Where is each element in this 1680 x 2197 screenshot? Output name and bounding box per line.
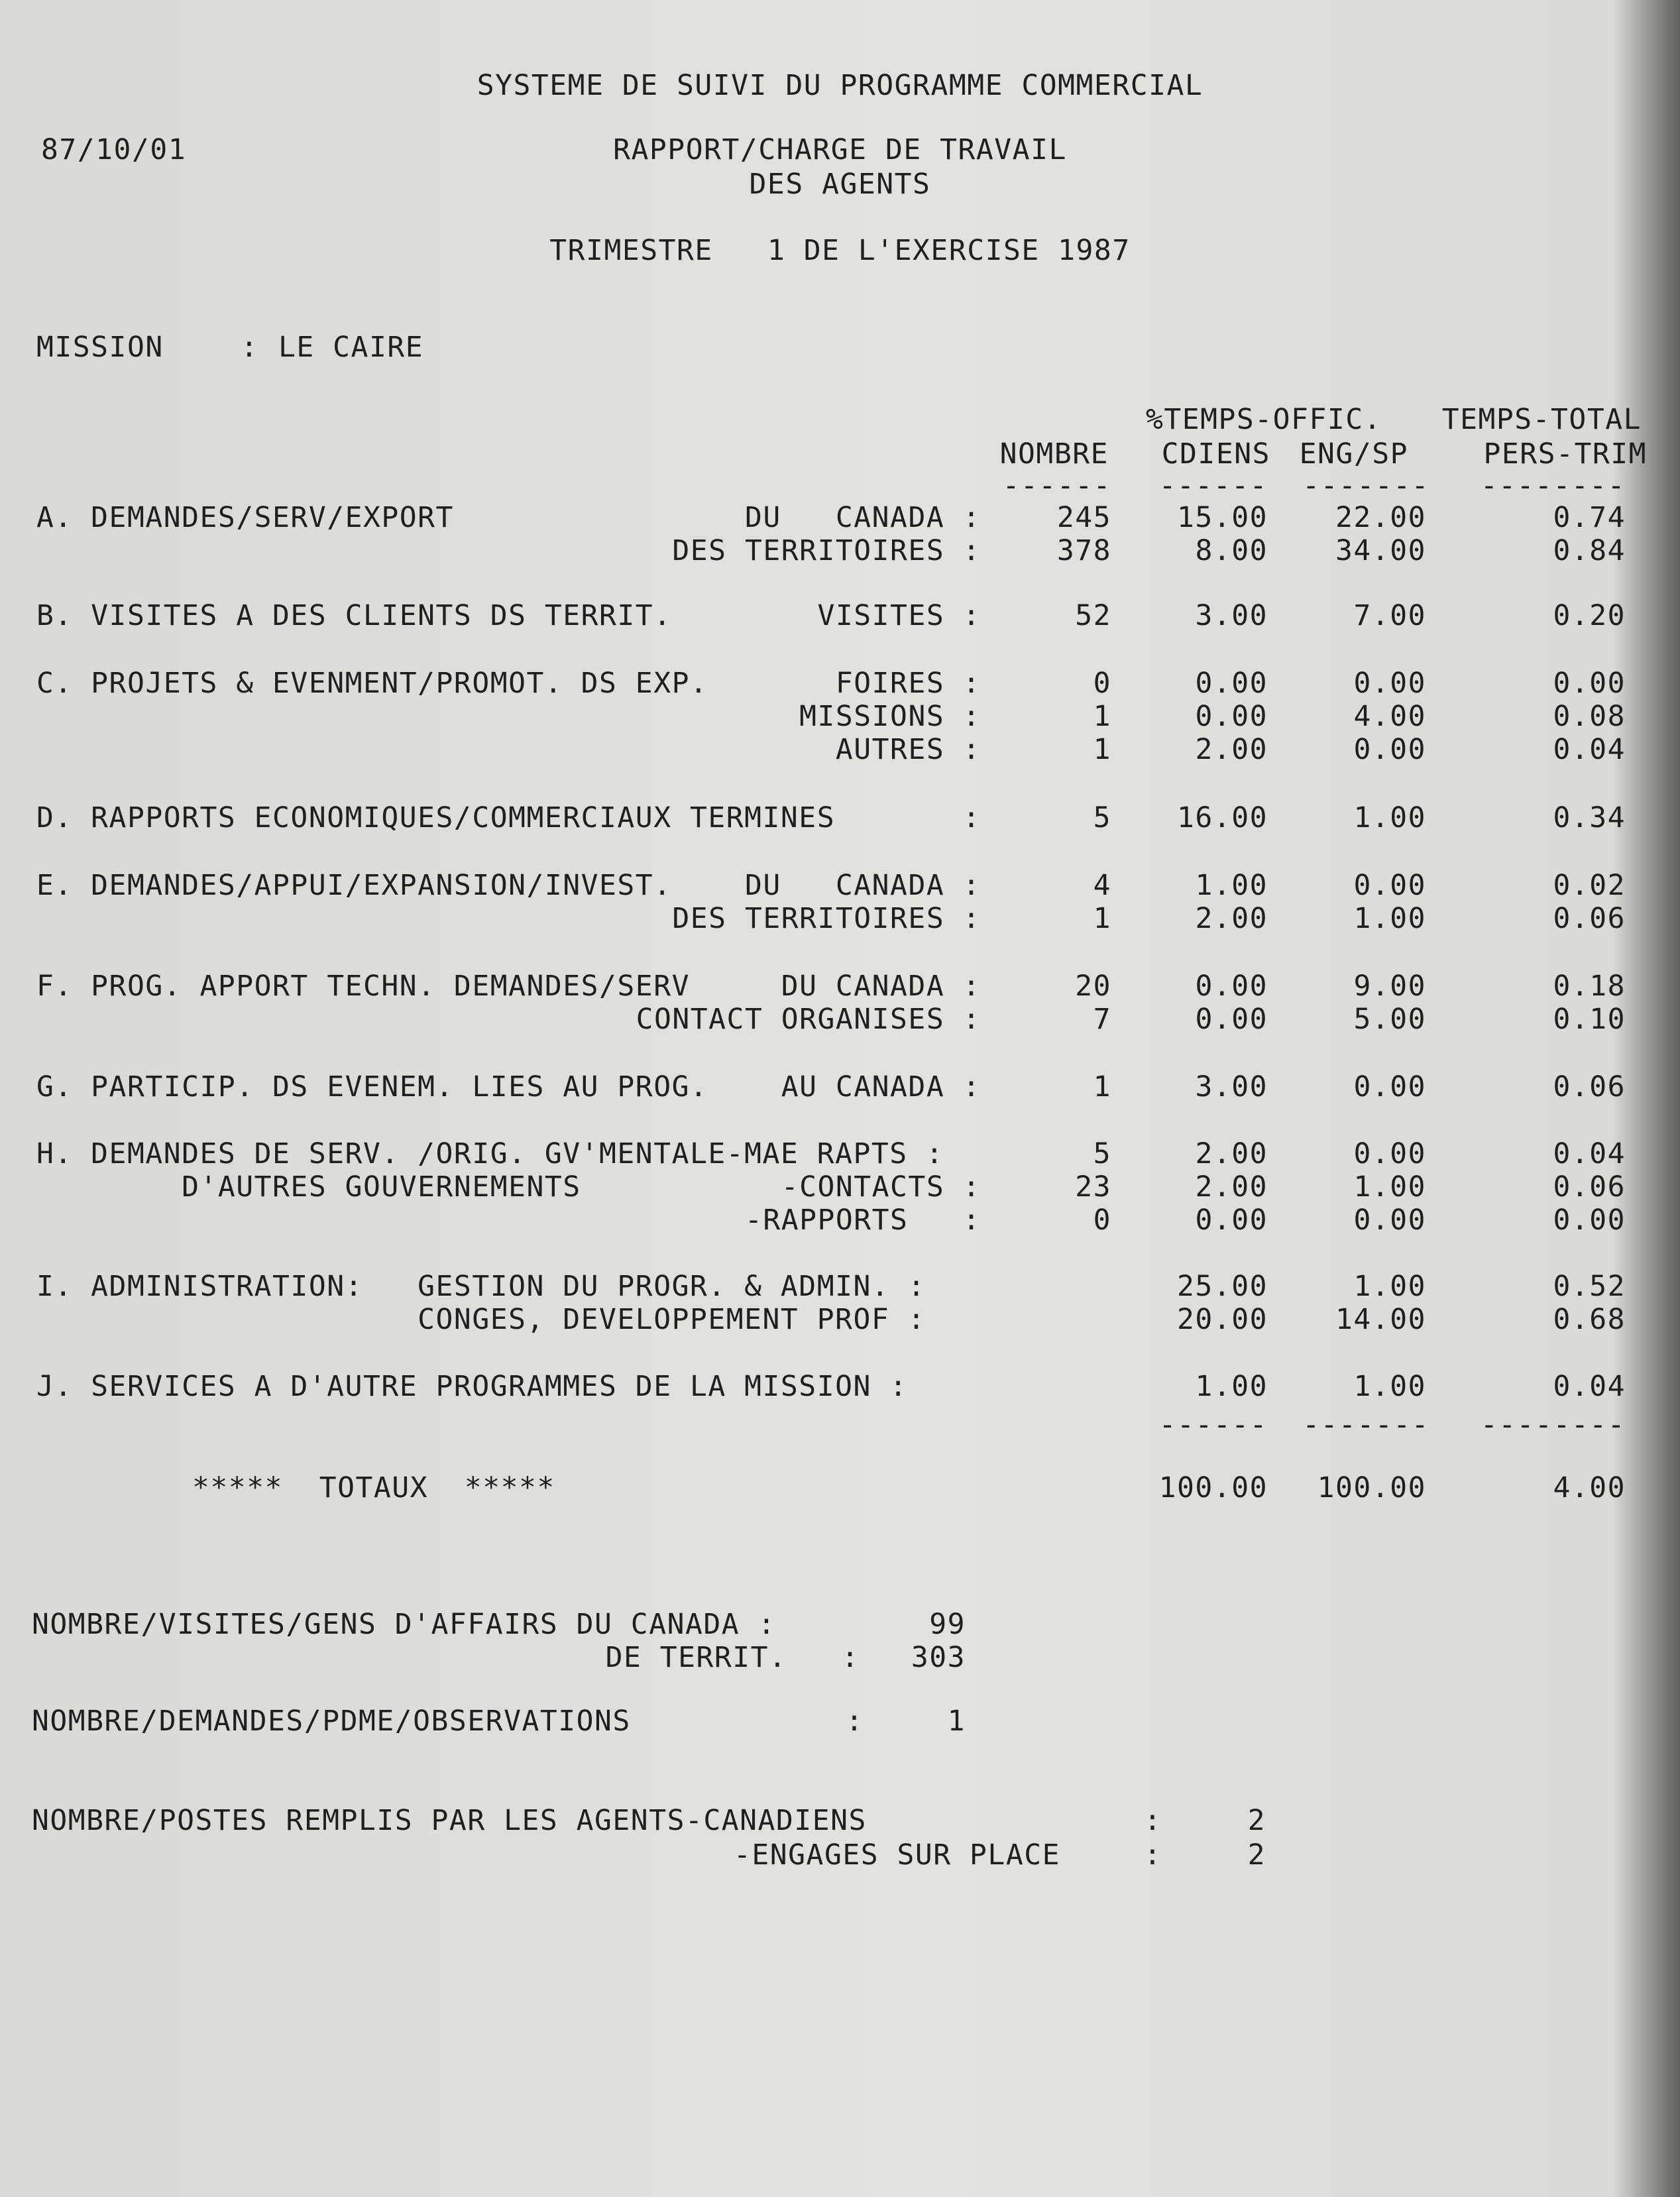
row-pers-trim: 0.04 [1553, 1370, 1626, 1403]
row-nombre: 52 [1075, 599, 1111, 632]
row-nombre: 20 [1075, 970, 1111, 1003]
row-nombre: 245 [1056, 501, 1111, 534]
row-engsp: 9.00 [1353, 970, 1426, 1003]
row-engsp: 0.00 [1353, 667, 1426, 700]
postes-sur-place-value: 2 [1247, 1838, 1266, 1872]
postes-canadiens-colon: : [1144, 1804, 1162, 1837]
row-subcategory: MISSIONS : [799, 700, 981, 733]
row-engsp: 0.00 [1353, 733, 1426, 766]
row-cdiens: 0.00 [1195, 700, 1268, 733]
row-description: I. ADMINISTRATION: GESTION DU PROGR. & ADMIN. : [36, 1270, 926, 1303]
row-subcategory: -CONTACTS : [781, 1170, 981, 1204]
row-engsp: 14.00 [1335, 1303, 1426, 1336]
row-cdiens: 0.00 [1195, 667, 1268, 700]
postes-sur-place-colon: : [1144, 1838, 1162, 1872]
row-engsp: 0.00 [1353, 869, 1426, 902]
column-header-pers-trim: PERS-TRIM [1483, 437, 1647, 471]
row-nombre: 0 [1093, 1204, 1111, 1237]
row-nombre: 1 [1093, 902, 1111, 935]
row-description: B. VISITES A DES CLIENTS DS TERRIT. [36, 599, 672, 632]
column-header-nombre: NOMBRE [999, 437, 1109, 471]
row-pers-trim: 0.20 [1553, 599, 1626, 632]
system-title: SYSTEME DE SUIVI DU PROGRAMME COMMERCIAL [476, 69, 1204, 102]
row-engsp: 7.00 [1353, 599, 1426, 632]
total-dash-engsp: ------- [1302, 1408, 1429, 1441]
row-nombre: 5 [1093, 1137, 1111, 1170]
row-cdiens: 16.00 [1177, 801, 1268, 834]
row-nombre: 7 [1093, 1003, 1111, 1036]
dash-under-pers-trim: -------- [1480, 469, 1626, 502]
row-subcategory: : [962, 801, 981, 834]
row-cdiens: 2.00 [1195, 1137, 1268, 1170]
row-pers-trim: 0.06 [1553, 1070, 1626, 1103]
row-pers-trim: 0.68 [1553, 1303, 1626, 1336]
row-nombre: 4 [1093, 869, 1111, 902]
pdme-value: 1 [947, 1705, 966, 1738]
row-engsp: 0.00 [1353, 1137, 1426, 1170]
column-header-pct-temps: %TEMPS-OFFIC. [1145, 403, 1382, 436]
row-pers-trim: 0.84 [1553, 534, 1626, 567]
totals-engsp: 100.00 [1317, 1471, 1426, 1504]
row-engsp: 1.00 [1353, 801, 1426, 834]
row-description: F. PROG. APPORT TECHN. DEMANDES/SERV [36, 970, 690, 1003]
row-engsp: 1.00 [1353, 902, 1426, 935]
dash-under-nombre: ------ [1002, 469, 1111, 502]
row-nombre: 1 [1093, 700, 1111, 733]
totals-pers: 4.00 [1553, 1471, 1626, 1504]
postes-sur-place-label: -ENGAGES SUR PLACE [734, 1838, 1060, 1872]
row-description: G. PARTICIP. DS EVENEM. LIES AU PROG. [36, 1070, 708, 1103]
totals-label: ***** TOTAUX ***** [192, 1471, 555, 1504]
row-pers-trim: 0.06 [1553, 902, 1626, 935]
row-description: J. SERVICES A D'AUTRE PROGRAMMES DE LA MISSION : [36, 1370, 908, 1403]
row-nombre: 378 [1056, 534, 1111, 567]
row-description: D'AUTRES GOUVERNEMENTS [36, 1170, 581, 1204]
row-cdiens: 1.00 [1195, 1370, 1268, 1403]
totals-cdiens: 100.00 [1158, 1471, 1268, 1504]
row-pers-trim: 0.10 [1553, 1003, 1626, 1036]
row-pers-trim: 0.08 [1553, 700, 1626, 733]
row-cdiens: 2.00 [1195, 902, 1268, 935]
row-pers-trim: 0.18 [1553, 970, 1626, 1003]
row-cdiens: 8.00 [1195, 534, 1268, 567]
row-pers-trim: 0.04 [1553, 1137, 1626, 1170]
row-engsp: 0.00 [1353, 1070, 1426, 1103]
row-nombre: 1 [1093, 1070, 1111, 1103]
row-subcategory: DU CANADA : [744, 501, 981, 534]
total-dash-cdiens: ------ [1158, 1408, 1268, 1441]
mission-value: LE CAIRE [278, 331, 424, 364]
row-pers-trim: 0.34 [1553, 801, 1626, 834]
mission-label: MISSION [36, 331, 164, 364]
row-engsp: 0.00 [1353, 1204, 1426, 1237]
row-subcategory: AUTRES : [835, 733, 981, 766]
column-header-temps-total: TEMPS-TOTAL [1441, 403, 1642, 436]
row-engsp: 1.00 [1353, 1170, 1426, 1204]
row-subcategory: CONTACT ORGANISES : [636, 1003, 981, 1036]
row-pers-trim: 0.06 [1553, 1170, 1626, 1204]
mission-colon: : [241, 331, 259, 364]
visites-territ-label: DE TERRIT. : [605, 1641, 860, 1674]
row-cdiens: 20.00 [1177, 1303, 1268, 1336]
visites-canada-label: NOMBRE/VISITES/GENS D'AFFAIRS DU CANADA : [32, 1608, 776, 1641]
row-description: D. RAPPORTS ECONOMIQUES/COMMERCIAUX TERMINES [36, 801, 836, 834]
total-dash-pers: -------- [1480, 1408, 1626, 1441]
row-cdiens: 2.00 [1195, 1170, 1268, 1204]
row-pers-trim: 0.52 [1553, 1270, 1626, 1303]
row-subcategory: DES TERRITOIRES : [672, 534, 981, 567]
row-subcategory: FOIRES : [835, 667, 981, 700]
row-description: A. DEMANDES/SERV/EXPORT [36, 501, 454, 534]
row-cdiens: 3.00 [1195, 599, 1268, 632]
row-engsp: 34.00 [1335, 534, 1426, 567]
row-cdiens: 0.00 [1195, 1003, 1268, 1036]
postes-canadiens-label: NOMBRE/POSTES REMPLIS PAR LES AGENTS-CANADIENS [32, 1804, 867, 1837]
row-subcategory: -RAPPORTS : [744, 1204, 981, 1237]
row-subcategory: AU CANADA : [781, 1070, 981, 1103]
row-cdiens: 15.00 [1177, 501, 1268, 534]
row-engsp: 22.00 [1335, 501, 1426, 534]
row-engsp: 1.00 [1353, 1370, 1426, 1403]
column-header-cdiens: CDIENS [1161, 437, 1270, 471]
row-cdiens: 2.00 [1195, 733, 1268, 766]
row-cdiens: 25.00 [1177, 1270, 1268, 1303]
row-cdiens: 1.00 [1195, 869, 1268, 902]
dash-under-engsp: ------- [1302, 469, 1429, 502]
quarter-line: TRIMESTRE 1 DE L'EXERCISE 1987 [549, 234, 1131, 267]
row-subcategory: DU CANADA : [744, 869, 981, 902]
report-title-line-1: RAPPORT/CHARGE DE TRAVAIL [613, 133, 1067, 166]
row-subcategory: DES TERRITOIRES : [672, 902, 981, 935]
visites-territ-value: 303 [911, 1641, 966, 1674]
row-nombre: 0 [1093, 667, 1111, 700]
row-engsp: 1.00 [1353, 1270, 1426, 1303]
dash-under-cdiens: ------ [1158, 469, 1268, 502]
row-cdiens: 0.00 [1195, 970, 1268, 1003]
row-cdiens: 0.00 [1195, 1204, 1268, 1237]
pdme-colon: : [846, 1705, 864, 1738]
row-pers-trim: 0.00 [1553, 667, 1626, 700]
row-nombre: 23 [1075, 1170, 1111, 1204]
row-nombre: 1 [1093, 733, 1111, 766]
row-subcategory: VISITES : [817, 599, 981, 632]
postes-canadiens-value: 2 [1247, 1804, 1266, 1837]
row-cdiens: 3.00 [1195, 1070, 1268, 1103]
row-pers-trim: 0.02 [1553, 869, 1626, 902]
row-description: C. PROJETS & EVENMENT/PROMOT. DS EXP. [36, 667, 708, 700]
report-title-line-2: DES AGENTS [749, 168, 931, 201]
column-header-engsp: ENG/SP [1299, 437, 1408, 471]
row-engsp: 5.00 [1353, 1003, 1426, 1036]
row-nombre: 5 [1093, 801, 1111, 834]
report-date: 87/10/01 [41, 133, 187, 166]
row-description: H. DEMANDES DE SERV. /ORIG. GV'MENTALE-MAE RAPTS : [36, 1137, 944, 1170]
pdme-label: NOMBRE/DEMANDES/PDME/OBSERVATIONS [32, 1705, 631, 1738]
visites-canada-value: 99 [929, 1608, 966, 1641]
row-pers-trim: 0.74 [1553, 501, 1626, 534]
row-subcategory: DU CANADA : [781, 970, 981, 1003]
row-description: E. DEMANDES/APPUI/EXPANSION/INVEST. [36, 869, 672, 902]
row-engsp: 4.00 [1353, 700, 1426, 733]
row-pers-trim: 0.04 [1553, 733, 1626, 766]
row-pers-trim: 0.00 [1553, 1204, 1626, 1237]
row-description: CONGES, DEVELOPPEMENT PROF : [36, 1303, 926, 1336]
